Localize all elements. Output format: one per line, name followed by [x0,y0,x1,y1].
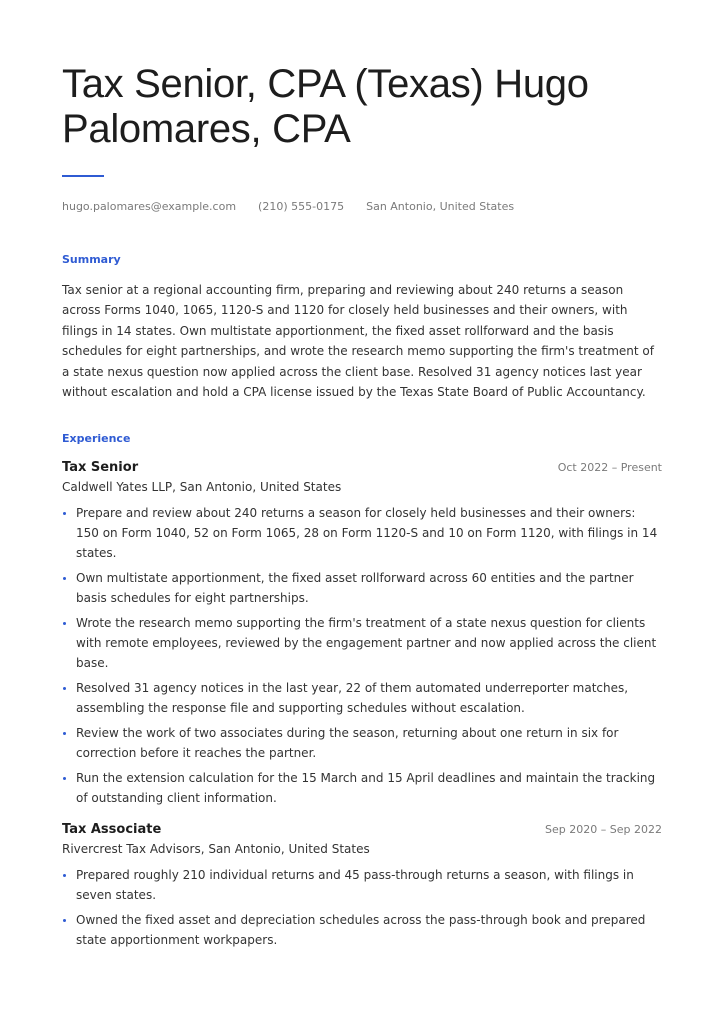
accent-rule [62,175,104,177]
contact-email: hugo.palomares@example.com [62,200,237,213]
job-entry [62,460,662,808]
candidate-name: Tax Senior, CPA (Texas) Hugo Palomares, CPA [62,62,589,151]
job-dates: Sep 2020 – Sep 2022 [545,823,662,837]
job-bullet: Prepared roughly 210 individual returns and 45 pass-through returns a season, with filings in seven states. [62,865,662,905]
job-company: Rivercrest Tax Advisors, San Antonio, United States [62,842,370,857]
contact-location: San Antonio, United States [366,200,515,213]
job-bullet: Resolved 31 agency notices in the last year, 22 of them automated underreporter matches, assembling the response file and supporting schedules without escalation. [62,678,662,718]
summary-text: Tax senior at a regional accounting firm, preparing and reviewing about 240 returns a season across Forms 1040, 1065, 1120-S and 1120 for closely held businesses and their owners, with filings in 14 states. Own multistate apportionment, the fixed asset rollforward and the basis schedules for eight partnerships, and wrote the research memo supporting the firm's treatment of a state nexus question now applied across the client base. Resolved 31 agency notices last year without escalation and hold a CPA license issued by the Texas State Board of Public Accountancy. [62,283,654,400]
job-company: Caldwell Yates LLP, San Antonio, United States [62,480,342,495]
job-bullet: Review the work of two associates during the season, returning about one return in six for correction before it reaches the partner. [62,723,662,763]
job-header [62,822,662,837]
job-header [62,460,662,475]
job-bullet: Wrote the research memo supporting the firm's treatment of a state nexus question for clients with remote employees, reviewed by the engagement partner and now applied across the client base. [62,613,662,673]
contact-phone: (210) 555-0175 [258,200,345,213]
job-bullet: Own multistate apportionment, the fixed asset rollforward across 60 entities and the partner basis schedules for eight partnerships. [62,568,662,608]
job-bullets [62,503,662,808]
job-bullet: Owned the fixed asset and depreciation schedules across the pass-through book and prepared state apportionment workpapers. [62,910,662,950]
contact-line [62,200,662,213]
job-bullets [62,865,662,950]
job-title: Tax Associate [62,822,162,838]
job-entry [62,822,662,950]
job-bullet: Prepare and review about 240 returns a season for closely held businesses and their owners: 150 on Form 1040, 52 on Form 1065, 28 on Form 1120-S and 10 on Form 1120, with filings in 14 states. [62,503,662,563]
experience-heading: Experience [62,432,131,446]
summary-heading: Summary [62,253,121,266]
job-bullet: Run the extension calculation for the 15 March and 15 April deadlines and maintain the tracking of outstanding client information. [62,768,662,808]
job-title: Tax Senior [62,460,139,476]
job-dates: Oct 2022 – Present [557,461,662,475]
